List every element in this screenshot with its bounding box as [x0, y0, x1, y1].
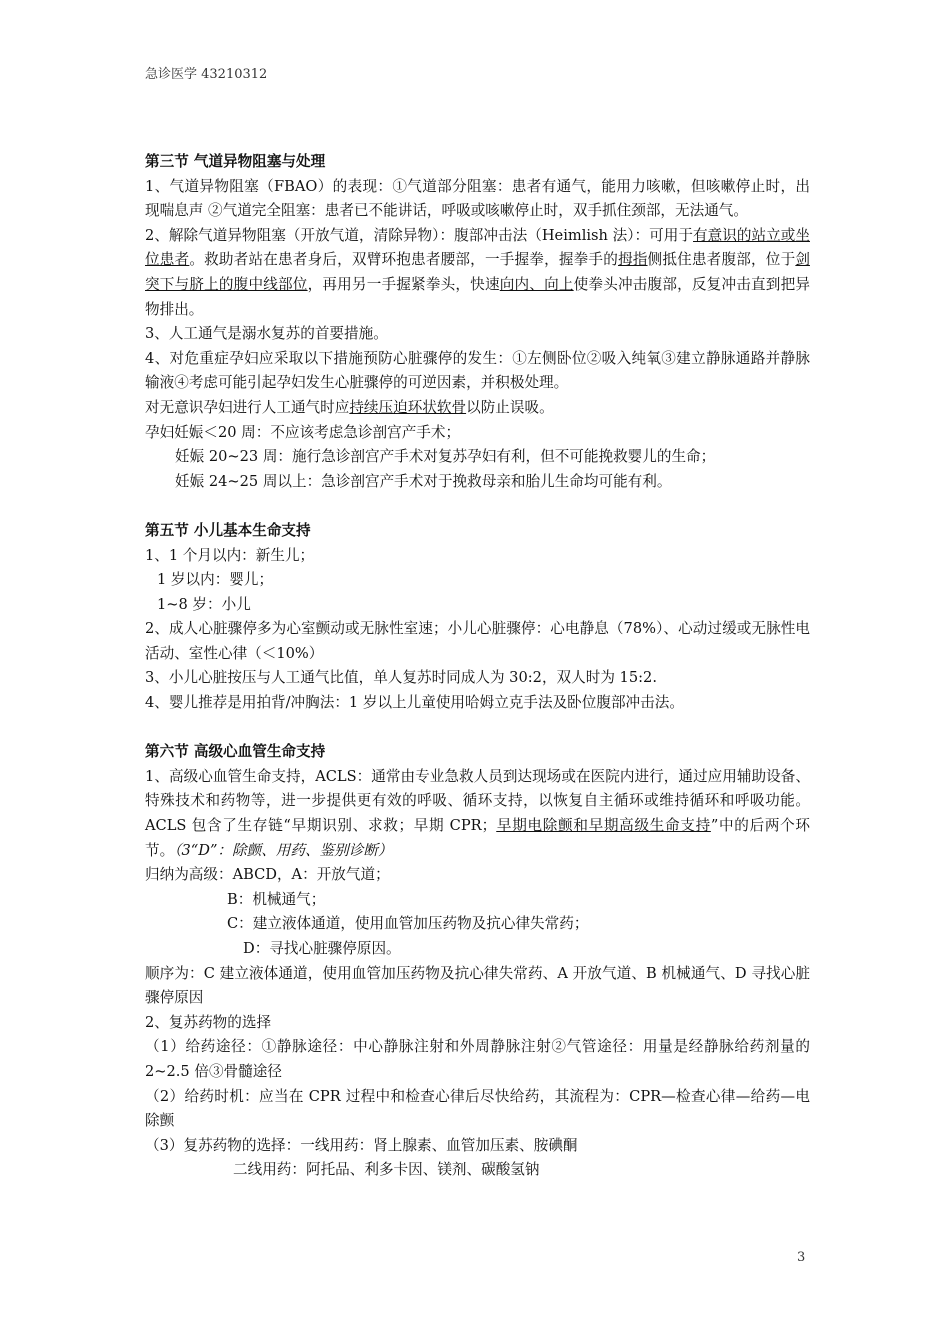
paragraph: 1~8 岁：小儿: [157, 595, 251, 613]
paragraph: 4、对危重症孕妇应采取以下措施预防心脏骤停的发生：①左侧卧位②吸入纯氧③建立静脉通路并静脉输液④考虑可能引起孕妇发生心脏骤停的可逆因素，并积极处理。: [145, 349, 810, 392]
underlined-text: 向内、向上: [499, 275, 574, 293]
paragraph: 4、婴儿推荐是用拍背/冲胸法：1 岁以上儿童使用哈姆立克手法及卧位腹部冲击法。: [145, 694, 684, 712]
paragraph: 1 岁以内：婴儿；: [157, 571, 274, 589]
section-title: 第六节 高级心血管生命支持: [145, 743, 326, 761]
section-title: 第三节 气道异物阻塞与处理: [145, 153, 326, 170]
text-run: 1、高级心血管生命支持，ACLS：通常由专业急救人员到达现场或在医院内进行，通过应用辅助设备、特殊技术和药物等，进一步提供更有效的呼吸、循环支持，以恢复自主循环或维持循环和呼吸功能。ACLS 包含了生存链“早期识别、求救；早期 CPR；: [145, 767, 810, 835]
paragraph: 3、小儿心脏按压与人工通气比值，单人复苏时同成人为 30:2，双人时为 15:2.: [145, 669, 657, 687]
text-run: 侧抵住患者腹部，位于: [647, 251, 796, 269]
page-header: 急诊医学 43210312: [145, 67, 268, 82]
paragraph: （2）给药时机：应当在 CPR 过程中和检查心律后尽快给药，其流程为：CPR—检查心律—给药—电除颤: [145, 1087, 810, 1130]
paragraph: 孕妇妊娠＜20 周：不应该考虑急诊剖宫产手术；: [145, 423, 461, 441]
underlined-text: 有意识的站立或坐位患者: [145, 226, 810, 269]
section-title: 第五节 小儿基本生命支持: [145, 521, 311, 539]
underlined-text: 持续压迫环状软骨: [349, 398, 467, 416]
paragraph: 2、复苏药物的选择: [145, 1013, 272, 1031]
document-body: [145, 150, 810, 1183]
text-run: 。救助者站在患者身后，双臂环抱患者腰部，一手握拳，握拳手的: [189, 251, 618, 269]
paragraph: 妊娠 24~25 周以上：急诊剖宫产手术对于挽救母亲和胎儿生命均可能有利。: [175, 472, 672, 490]
paragraph: 2、成人心脏骤停多为心室颤动或无脉性室速；小儿心脏骤停：心电静息（78%）、心动过缓或无脉性电活动、室性心律（＜10%）: [145, 620, 810, 662]
paragraph: 1、气道异物阻塞（FBAO）的表现：①气道部分阻塞：患者有通气，能用力咳嗽，但咳嗽停止时，出现喘息声 ②气道完全阻塞：患者已不能讲话，呼吸或咳嗽停止时，双手抓住颈部，无法通气。: [145, 177, 810, 220]
text-run: 2、解除气道异物阻塞（开放气道，清除异物）：腹部冲击法（Heimlish 法）：可用于: [145, 226, 694, 244]
spacer: [145, 494, 810, 519]
underlined-text: 早期电除颤和早期高级生命支持: [496, 817, 711, 835]
paragraph: 归纳为高级：ABCD，A：开放气道；: [145, 866, 390, 884]
text-run: 对无意识孕妇进行人工通气时应: [145, 398, 350, 416]
paragraph: D：寻找心脏骤停原因。: [243, 940, 401, 957]
paragraph: 妊娠 20~23 周：施行急诊剖宫产手术对复苏孕妇有利，但不可能挽救婴儿的生命；: [175, 448, 716, 466]
paragraph: （1）给药途径：①静脉途径：中心静脉注射和外周静脉注射②气管途径：用量是经静脉给药剂量的 2~2.5 倍③骨髓途径: [145, 1038, 810, 1080]
italic-text: （3“D”：除颤、用药、鉴别诊断）: [174, 841, 393, 859]
text-run: 使拳头冲击腹部，反复冲击直到把异物排出。: [145, 275, 810, 318]
paragraph: [145, 224, 810, 322]
text-run: 以防止误吸。: [466, 398, 554, 416]
text-run: ，再用另一手握紧拳头，快速: [307, 275, 500, 293]
paragraph: C：建立液体通道，使用血管加压药物及抗心律失常药；: [227, 915, 589, 933]
paragraph: 二线用药：阿托品、利多卡因、镁剂、碳酸氢钠: [233, 1161, 540, 1179]
paragraph: [145, 396, 810, 421]
page-number: 3: [797, 1250, 806, 1265]
paragraph: 3、人工通气是溺水复苏的首要措施。: [145, 325, 388, 343]
underlined-text: 剑突下与脐上的腹中线部位: [145, 251, 810, 293]
text-run: ”中的后两个环节。: [145, 817, 810, 859]
paragraph: [145, 765, 810, 863]
paragraph: （3）复苏药物的选择：一线用药：肾上腺素、血管加压素、胺碘酮: [145, 1136, 578, 1154]
paragraph: B：机械通气；: [227, 890, 326, 908]
paragraph: 1、1 个月以内：新生儿；: [145, 546, 315, 564]
spacer: [145, 716, 810, 741]
underlined-text: 拇指: [617, 251, 648, 269]
paragraph: 顺序为：C 建立液体通道，使用血管加压药物及抗心律失常药、A 开放气道、B 机械通气、D 寻找心脏骤停原因: [145, 964, 810, 1007]
